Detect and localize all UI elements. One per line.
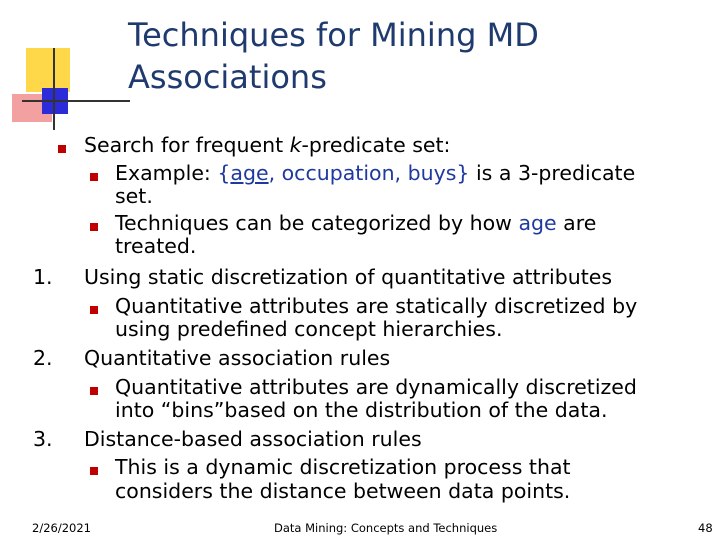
item-1-sub-line-2: using predefined concept hierarchies. [115,317,503,341]
bullet-icon [90,306,98,314]
intro-line: Search for frequent k-predicate set: [84,133,451,157]
horizontal-rule [22,100,130,102]
item-2-sub-line-2: into “bins”based on the distribution of the data. [115,398,608,422]
page-number: 48 [698,521,713,535]
item-2-number: 2. [33,346,53,370]
footer-date: 2/26/2021 [32,521,91,535]
title-line-1: Techniques for Mining MD [128,16,539,54]
item-1-number: 1. [33,265,53,289]
bullet-icon [90,173,98,181]
title-line-2: Associations [128,58,327,96]
slide-title [128,14,688,98]
item-3-number: 3. [33,427,53,451]
item-2-sub-line-1: Quantitative attributes are dynamically discretized [115,375,637,399]
item-2-text: Quantitative association rules [84,346,391,370]
item-3-text: Distance-based association rules [84,427,422,451]
bullet-icon [90,223,98,231]
bullet-icon [90,467,98,475]
bullet-icon [58,145,66,153]
corner-decoration [0,0,130,140]
yellow-square [26,48,70,92]
item-1-text: Using static discretization of quantitative attributes [84,265,613,289]
bullet-icon [90,387,98,395]
techniques-line-2: treated. [115,234,197,258]
example-line-2: set. [115,184,153,208]
footer-title: Data Mining: Concepts and Techniques [274,521,498,535]
example-line: Example: {age, occupation, buys} is a 3-predicate [115,161,636,185]
techniques-line: Techniques can be categorized by how age are [115,211,597,235]
item-3-sub-line-1: This is a dynamic discretization process that [115,455,571,479]
item-1-sub-line-1: Quantitative attributes are statically discretized by [115,294,638,318]
item-3-sub-line-2: considers the distance between data points. [115,479,571,503]
vertical-rule [53,48,55,130]
